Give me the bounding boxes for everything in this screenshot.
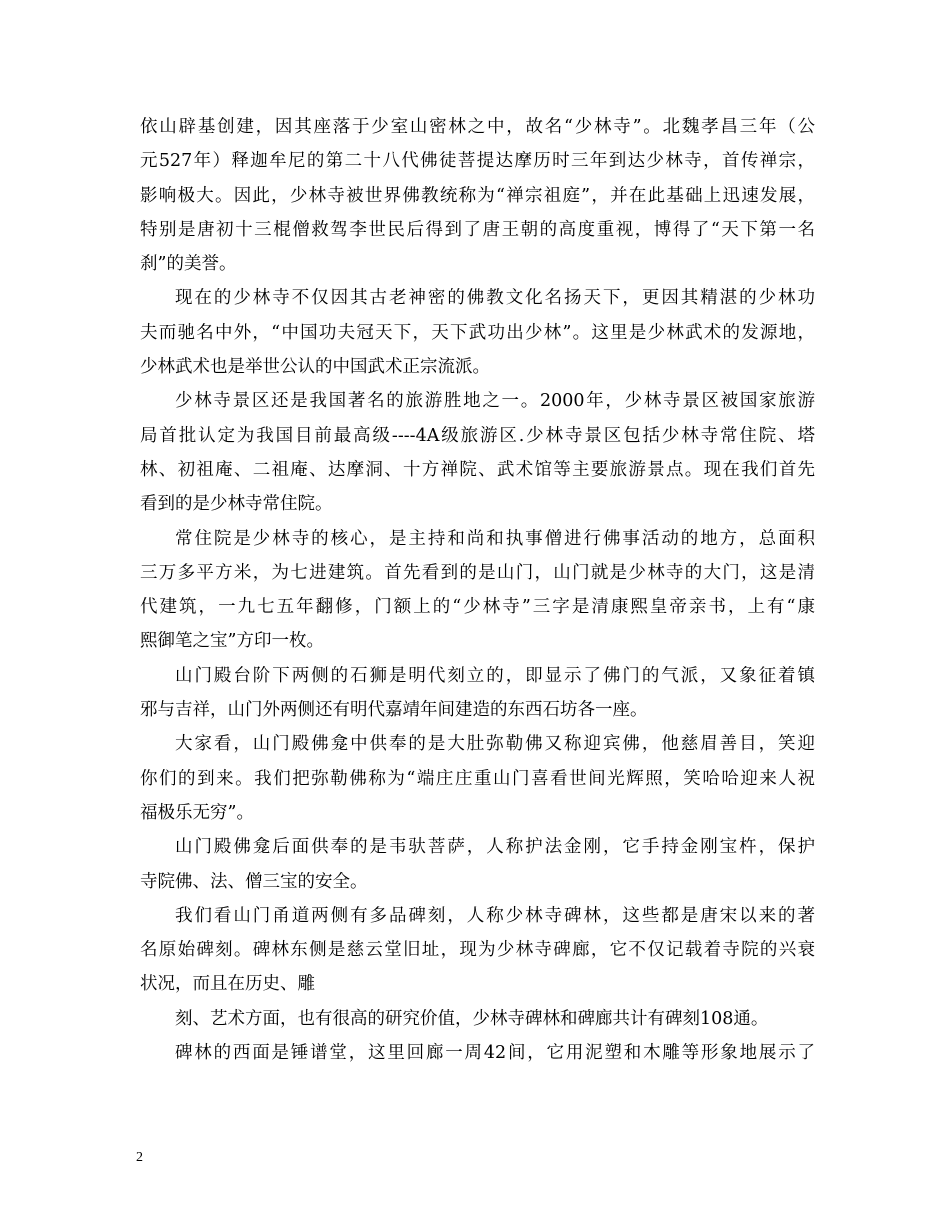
text-line: 三万多平方米，为七进建筑。首先看到的是山门，山门就是少林寺的大门，这是清 (140, 562, 815, 583)
text-line: 影响极大。因此，少林寺被世界佛教统称为“禅宗祖庭”，并在此基础上迅速发展， (140, 185, 815, 206)
text-line: 代建筑，一九七五年翻修，门额上的“少林寺”三字是清康熙皇帝亲书，上有“康 (140, 597, 815, 618)
text-line: 邪与吉祥，山门外两侧还有明代嘉靖年间建造的东西石坊各一座。 (140, 700, 648, 721)
text-line: 你们的到来。我们把弥勒佛称为“端庄庄重山门喜看世间光辉照，笑哈哈迎来人祝 (140, 768, 815, 789)
body-text (140, 110, 815, 1070)
text-line: 少林寺景区还是我国著名的旅游胜地之一。2000年，少林寺景区被国家旅游 (175, 391, 815, 412)
page-number: 2 (136, 1150, 143, 1165)
text-line: 熙御笔之宝”方印一枚。 (140, 631, 324, 652)
text-line: 看到的是少林寺常住院。 (140, 494, 333, 515)
text-line: 少林武术也是举世公认的中国武术正宗流派。 (140, 357, 490, 378)
text-line: 元527年）释迦牟尼的第二十八代佛徒菩提达摩历时三年到达少林寺，首传禅宗， (140, 151, 815, 172)
text-line: 常住院是少林寺的核心，是主持和尚和执事僧进行佛事活动的地方，总面积 (175, 528, 815, 549)
text-line: 刹”的美誉。 (140, 254, 237, 275)
text-line: 碑林的西面是锤谱堂，这里回廊一周42间，它用泥塑和木雕等形象地展示了 (175, 1043, 815, 1064)
text-line: 刻、艺术方面，也有很高的研究价值，少林寺碑林和碑廊共计有碑刻108通。 (175, 1008, 769, 1029)
text-line: 夫而驰名中外，“中国功夫冠天下，天下武功出少林”。这里是少林武术的发源地， (140, 322, 815, 343)
text-line: 林、初祖庵、二祖庵、达摩洞、十方禅院、武术馆等主要旅游景点。现在我们首先 (140, 459, 815, 480)
text-line: 依山辟基创建，因其座落于少室山密林之中，故名“少林寺”。北魏孝昌三年（公 (140, 117, 815, 137)
text-line: 大家看，山门殿佛龛中供奉的是大肚弥勒佛又称迎宾佛，他慈眉善目，笑迎 (175, 734, 815, 755)
text-line: 现在的少林寺不仅因其古老神密的佛教文化名扬天下，更因其精湛的少林功 (175, 288, 815, 309)
text-line: 局首批认定为我国目前最高级----4A级旅游区.少林寺景区包括少林寺常住院、塔 (140, 425, 815, 446)
text-line: 山门殿佛龛后面供奉的是韦驮菩萨，人称护法金刚，它手持金刚宝杵，保护 (175, 837, 815, 858)
text-line: 名原始碑刻。碑林东侧是慈云堂旧址，现为少林寺碑廊，它不仅记载着寺院的兴衰 (140, 940, 815, 961)
text-line: 我们看山门甬道两侧有多品碑刻，人称少林寺碑林，这些都是唐宋以来的著 (175, 905, 815, 926)
text-line: 山门殿台阶下两侧的石狮是明代刻立的，即显示了佛门的气派，又象征着镇 (175, 665, 815, 686)
text-line: 福极乐无穷”。 (140, 802, 254, 823)
text-line: 寺院佛、法、僧三宝的安全。 (140, 871, 368, 892)
text-line: 特别是唐初十三棍僧救驾李世民后得到了唐王朝的高度重视，博得了“天下第一名 (140, 219, 815, 240)
text-line: 状况，而且在历史、雕 (140, 974, 315, 995)
